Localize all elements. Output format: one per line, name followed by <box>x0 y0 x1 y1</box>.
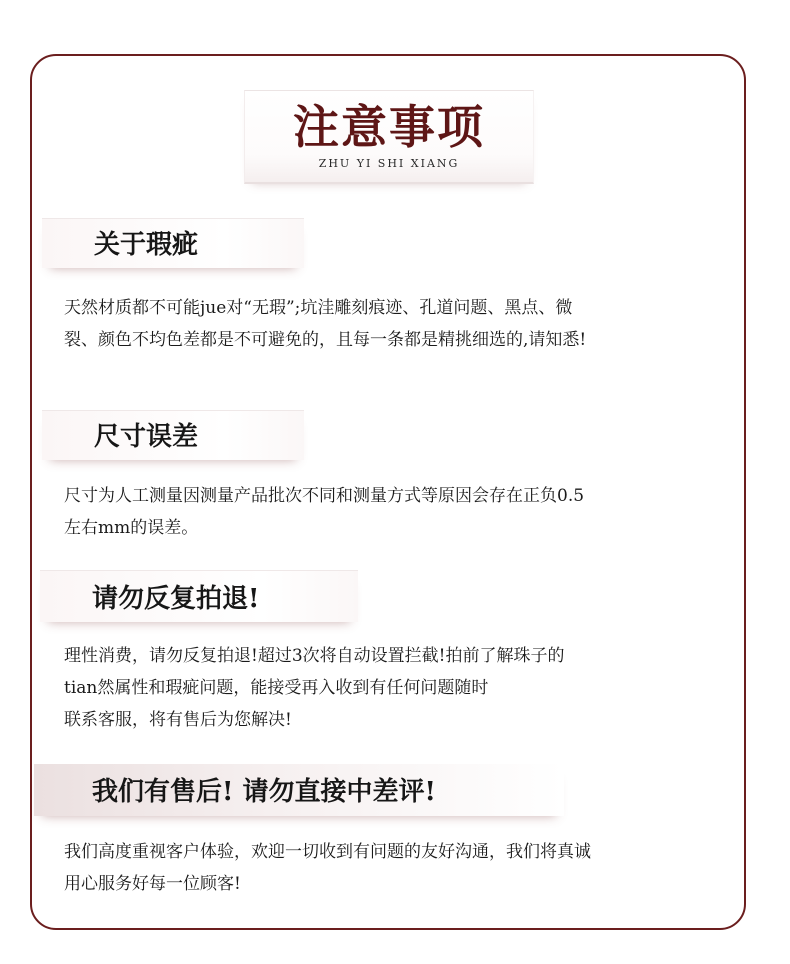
section-body-after-sales <box>64 836 736 900</box>
section-heading-text: 请勿反复拍退! <box>92 584 260 614</box>
section-heading-after-sales <box>34 764 564 816</box>
body-line: 理性消费，请勿反复拍退!超过3次将自动设置拦截!拍前了解珠子的 <box>64 646 565 666</box>
section-heading-text: 尺寸误差 <box>94 422 199 452</box>
body-line: 左右mm的误差。 <box>64 518 199 538</box>
title-banner <box>244 90 534 184</box>
section-body-size-error <box>64 480 736 544</box>
body-line: 裂、颜色不均色差都是不可避免的，且每一条都是精挑细选的,请知悉! <box>64 330 587 350</box>
section-heading-text: 关于瑕疵 <box>94 230 199 260</box>
body-line: 尺寸为人工测量因测量产品批次不同和测量方式等原因会存在正负0.5 <box>64 486 585 506</box>
section-body-flaws <box>64 292 736 356</box>
section-heading-flaws <box>42 218 304 268</box>
section-heading-no-repeat-returns <box>40 570 358 622</box>
body-line: tian然属性和瑕疵问题，能接受再入收到有任何问题随时 <box>64 678 489 698</box>
section-body-no-repeat-returns <box>64 640 736 736</box>
body-line: 联系客服，将有售后为您解决! <box>64 710 292 730</box>
section-heading-size-error <box>42 410 304 460</box>
body-line: 用心服务好每一位顾客! <box>64 874 241 894</box>
page-subtitle-pinyin: ZHU YI SHI XIANG <box>318 157 460 170</box>
body-line: 我们高度重视客户体验，欢迎一切收到有问题的友好沟通，我们将真诚 <box>64 842 591 862</box>
page-title: 注意事项 <box>293 100 485 154</box>
section-heading-text: 我们有售后! 请勿直接中差评! <box>92 777 436 807</box>
body-line: 天然材质都不可能jue对“无瑕”;坑洼雕刻痕迹、孔道问题、黑点、微 <box>64 298 573 318</box>
